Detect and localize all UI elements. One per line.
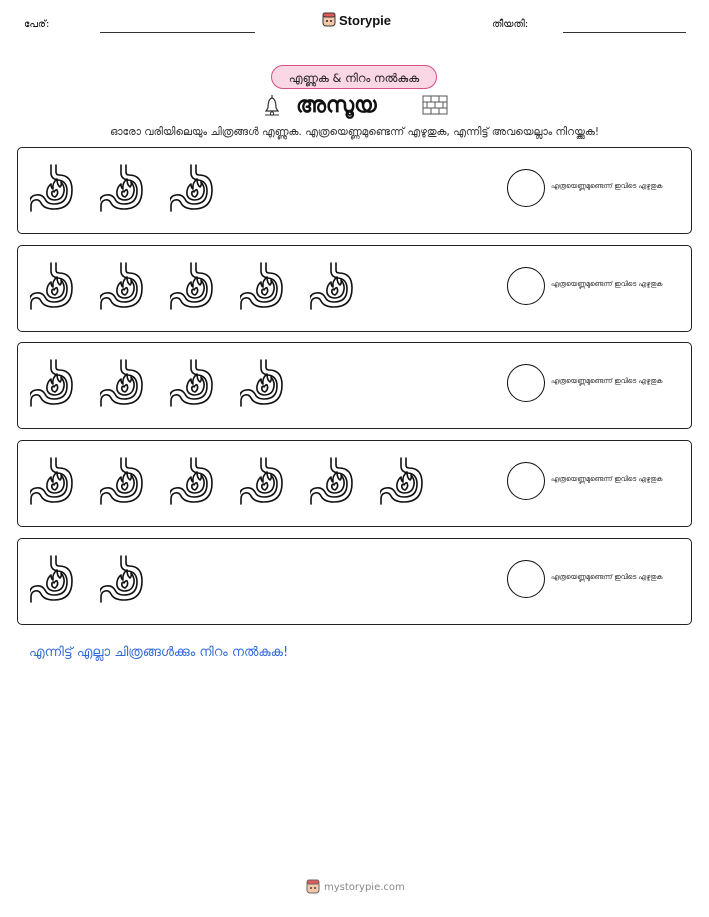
storypie-mascot-icon (306, 879, 320, 895)
counting-row-3 (17, 342, 692, 429)
brand-logo (322, 12, 391, 28)
stomach-fire-icon (30, 456, 76, 508)
site-footer (306, 879, 405, 895)
answer-label: എത്രയെണ്ണമുണ്ടെന്ന് ഇവിടെ എഴുതുക (551, 377, 663, 385)
counting-row-1 (17, 147, 692, 234)
instruction-text: ഓരോ വരിയിലെയും ചിത്രങ്ങൾ എണ്ണുക. എത്രയെണ്ണമുണ്ടെന്ന് എഴുതുക, എന്നിട്ട് അവയെല്ലാം നിറയ്ക്കുക! (109, 126, 600, 138)
stomach-fire-icon (100, 358, 146, 410)
counting-row-4 (17, 440, 692, 527)
counting-row-5 (17, 538, 692, 625)
answer-label: എത്രയെണ്ണമുണ്ടെന്ന് ഇവിടെ എഴുതുക (551, 182, 663, 190)
stomach-fire-icon (100, 554, 146, 606)
icon-group (30, 554, 146, 606)
stomach-fire-icon (310, 456, 356, 508)
stomach-fire-icon (30, 554, 76, 606)
icon-group (30, 261, 356, 313)
stomach-fire-icon (310, 261, 356, 313)
icon-group (30, 163, 216, 215)
stomach-fire-icon (380, 456, 426, 508)
answer-circle[interactable] (507, 462, 545, 500)
color-instruction: എന്നിട്ട് എല്ലാ ചിത്രങ്ങൾക്കും നിറം നൽകുക! (29, 645, 289, 660)
page-title: അസൂയ (296, 93, 377, 118)
counting-row-2 (17, 245, 692, 332)
answer-label: എത്രയെണ്ണമുണ്ടെന്ന് ഇവിടെ എഴുതുക (551, 573, 663, 581)
stomach-fire-icon (170, 358, 216, 410)
stomach-fire-icon (30, 358, 76, 410)
storypie-mascot-icon (322, 12, 336, 28)
bell-icon (263, 93, 281, 117)
stomach-fire-icon (240, 358, 286, 410)
stomach-fire-icon (30, 261, 76, 313)
icon-group (30, 456, 426, 508)
stomach-fire-icon (170, 456, 216, 508)
answer-circle[interactable] (507, 169, 545, 207)
stomach-fire-icon (100, 261, 146, 313)
stomach-fire-icon (170, 163, 216, 215)
date-line[interactable] (563, 32, 686, 33)
title-row (0, 90, 709, 122)
brand-name: Storypie (339, 12, 392, 28)
name-label: പേര്: (24, 19, 50, 30)
stomach-fire-icon (100, 163, 146, 215)
answer-circle[interactable] (507, 267, 545, 305)
answer-label: എത്രയെണ്ണമുണ്ടെന്ന് ഇവിടെ എഴുതുക (551, 475, 663, 483)
answer-circle[interactable] (507, 364, 545, 402)
answer-circle[interactable] (507, 560, 545, 598)
answer-label: എത്രയെണ്ണമുണ്ടെന്ന് ഇവിടെ എഴുതുക (551, 280, 663, 288)
date-label: തീയതി: (492, 19, 529, 30)
stomach-fire-icon (170, 261, 216, 313)
stomach-fire-icon (30, 163, 76, 215)
brick-wall-icon (422, 95, 448, 115)
icon-group (30, 358, 286, 410)
site-url[interactable]: mystorypie.com (324, 881, 405, 893)
name-line[interactable] (100, 32, 255, 33)
activity-badge: എണ്ണുക & നിറം നൽകുക (271, 65, 437, 89)
stomach-fire-icon (100, 456, 146, 508)
stomach-fire-icon (240, 261, 286, 313)
stomach-fire-icon (240, 456, 286, 508)
